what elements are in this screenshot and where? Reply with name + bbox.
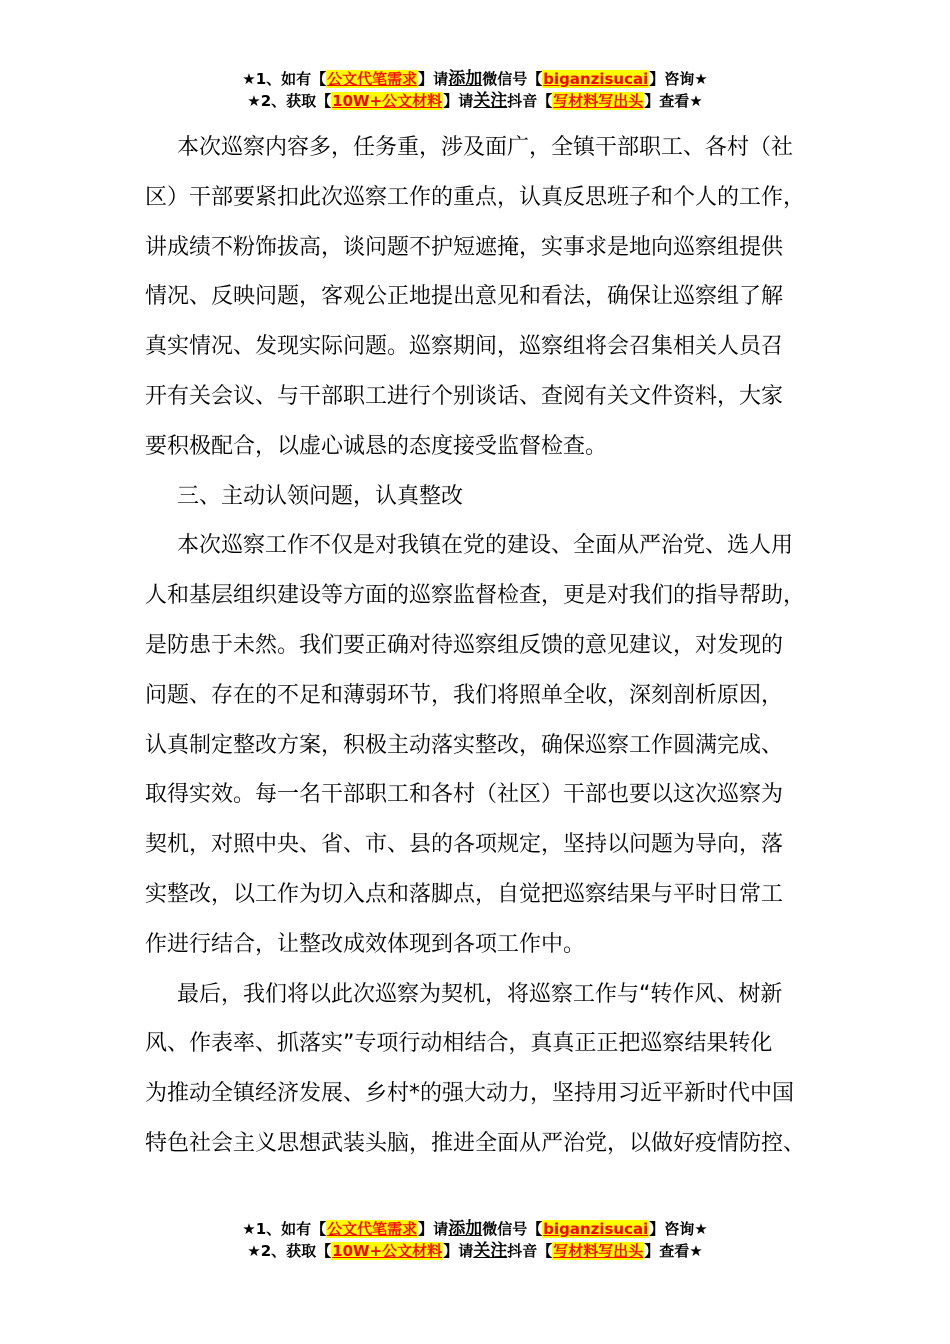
banner-text: 】查看★	[644, 1242, 703, 1260]
banner-emphasis: 关注	[473, 91, 508, 111]
body-line: 开有关会议、与干部职工进行个别谈话、查阅有关文件资料，大家	[145, 383, 784, 409]
banner-highlight: 写材料写出头	[553, 92, 644, 110]
banner-emphasis: 添加	[448, 69, 483, 89]
body-line: 要积极配合，以虚心诚恳的态度接受监督检查。	[145, 433, 608, 459]
banner-text: 抖音【	[507, 1242, 553, 1260]
body-line: 最后，我们将以此次巡察为契机，将巡察工作与“转作风、树新	[177, 981, 783, 1007]
body-line: 人和基层组织建设等方面的巡察监督检查，更是对我们的指导帮助，	[145, 583, 806, 609]
banner-text: ★1、如有【	[242, 1220, 327, 1238]
banner-highlight: 公文代笔需求	[327, 1220, 418, 1238]
banner-text: 】查看★	[644, 92, 703, 110]
body-line: 作进行结合，让整改成效体现到各项工作中。	[145, 931, 586, 957]
body-line: 取得实效。每一名干部职工和各村（社区）干部也要以这次巡察为	[145, 782, 784, 808]
banner-highlight: 10W+公文材料	[332, 92, 443, 110]
banner-text: 】咨询★	[649, 1220, 708, 1238]
body-line: 真实情况、发现实际问题。巡察期间，巡察组将会召集相关人员召	[145, 334, 784, 360]
banner-text: 】请	[418, 1220, 449, 1238]
banner-emphasis: 添加	[448, 1219, 483, 1239]
body-line: 情况、反映问题，客观公正地提出意见和看法，确保让巡察组了解	[145, 284, 784, 310]
header-banner	[0, 68, 950, 112]
body-line: 特色社会主义思想武装头脑，推进全面从严治党，以做好疫情防控、	[145, 1130, 806, 1156]
banner-line-2	[0, 1240, 950, 1262]
banner-highlight: 10W+公文材料	[332, 1242, 443, 1260]
banner-text: 抖音【	[507, 92, 553, 110]
body-line: 认真制定整改方案，积极主动落实整改，确保巡察工作圆满完成、	[145, 732, 784, 758]
banner-text: ★1、如有【	[242, 70, 327, 88]
footer-banner	[0, 1218, 950, 1262]
banner-text: 微信号【	[482, 70, 543, 88]
banner-text: 微信号【	[482, 1220, 543, 1238]
body-line: 本次巡察工作不仅是对我镇在党的建设、全面从严治党、选人用	[177, 533, 794, 559]
body-line: 区）干部要紧扣此次巡察工作的重点，认真反思班子和个人的工作，	[145, 184, 806, 210]
section-heading: 三、主动认领问题，认真整改	[177, 483, 464, 509]
body-line: 实整改，以工作为切入点和落脚点，自觉把巡察结果与平时日常工	[145, 881, 784, 907]
body-line: 问题、存在的不足和薄弱环节，我们将照单全收，深刻剖析原因，	[145, 682, 784, 708]
body-line: 讲成绩不粉饰拔高，谈问题不护短遮掩，实事求是地向巡察组提供	[145, 234, 784, 260]
banner-text: ★2、获取【	[247, 92, 332, 110]
body-line: 是防患于未然。我们要正确对待巡察组反馈的意见建议，对发现的	[145, 632, 784, 658]
banner-highlight: 公文代笔需求	[327, 70, 418, 88]
banner-text: ★2、获取【	[247, 1242, 332, 1260]
banner-highlight: biganzisucai	[543, 70, 649, 88]
banner-text: 】咨询★	[649, 70, 708, 88]
document-body	[145, 123, 813, 1169]
banner-line-1	[0, 1218, 950, 1240]
banner-line-1	[0, 68, 950, 90]
banner-text: 】请	[443, 92, 474, 110]
banner-highlight: 写材料写出头	[553, 1242, 644, 1260]
banner-text: 】请	[418, 70, 449, 88]
banner-highlight: biganzisucai	[543, 1220, 649, 1238]
banner-line-2	[0, 90, 950, 112]
body-line: 风、作表率、抓落实”专项行动相结合，真真正正把巡察结果转化	[145, 1031, 773, 1057]
body-line: 本次巡察内容多，任务重，涉及面广，全镇干部职工、各村（社	[177, 135, 794, 160]
body-line: 契机，对照中央、省、市、县的各项规定，坚持以问题为导向，落	[145, 832, 784, 858]
banner-emphasis: 关注	[473, 1241, 508, 1261]
body-line: 为推动全镇经济发展、乡村*的强大动力，坚持用习近平新时代中国	[145, 1081, 795, 1107]
banner-text: 】请	[443, 1242, 474, 1260]
